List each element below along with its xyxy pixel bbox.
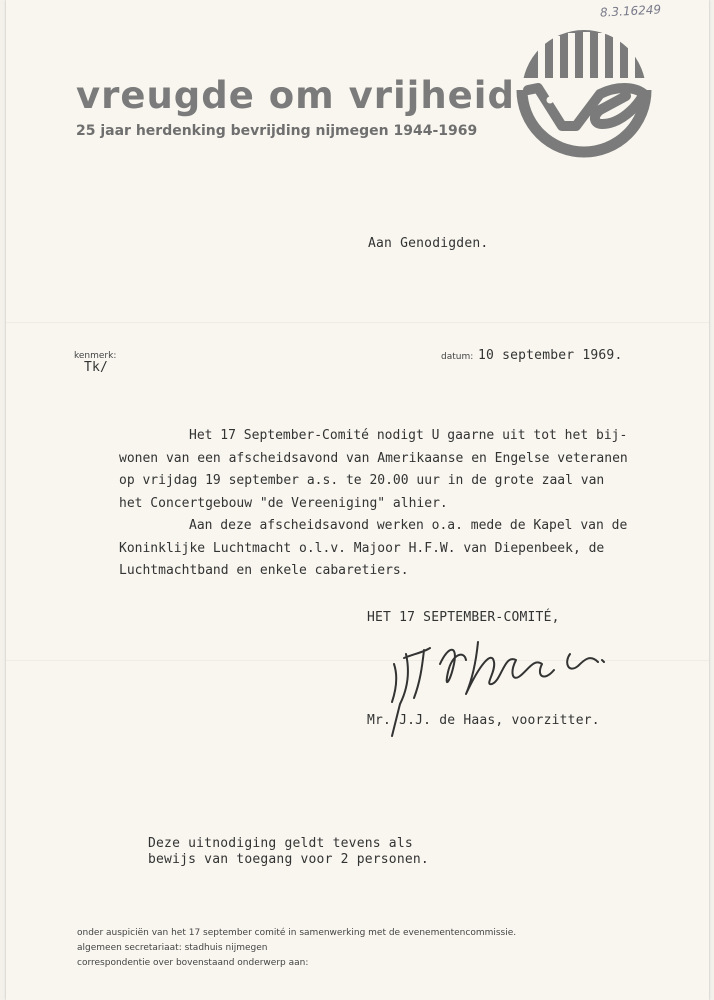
body-line: op vrijdag 19 september a.s. te 20.00 uur in de grote zaal van (119, 473, 605, 488)
body-line: Aan deze afscheidsavond werken o.a. mede de Kapel van de (189, 518, 628, 533)
admission-note-line: bewijs van toegang voor 2 personen. (148, 852, 429, 867)
admission-note-line: Deze uitnodiging geldt tevens als (148, 836, 413, 851)
letterhead-title: vreugde om vrijheid (76, 74, 515, 117)
addressee: Aan Genodigden. (368, 236, 489, 251)
reference-value: Tk/ (84, 360, 109, 375)
letter-page (6, 0, 709, 1000)
body-line: Het 17 September-Comité nodigt U gaarne uit tot het bij- (189, 428, 628, 443)
letterhead-subtitle: 25 jaar herdenking bevrijding nijmegen 1944-1969 (76, 123, 478, 139)
signatory: Mr. J.J. de Haas, voorzitter. (367, 713, 600, 728)
dove-in-circle-logo (516, 28, 652, 166)
date-value: 10 september 1969. (478, 348, 623, 363)
footer-line: algemeen secretariaat: stadhuis nijmegen (77, 943, 268, 953)
footer-line: onder auspiciën van het 17 september comité in samenwerking met de evenementencommissie. (77, 928, 517, 938)
body-line: Luchtmachtband en enkele cabaretiers. (119, 563, 409, 578)
body-line: Koninklijke Luchtmacht o.l.v. Majoor H.F.W. van Diepenbeek, de (119, 540, 605, 556)
fold-line (6, 322, 709, 323)
footer-line: correspondentie over bovenstaand onderwerp aan: (77, 958, 309, 968)
body-line: het Concertgebouw "de Vereeniging" alhier. (119, 495, 448, 511)
letter-body (119, 425, 628, 583)
archive-number: 8.3.16249 (599, 2, 662, 20)
body-line: wonen van een afscheidsavond van Amerikaanse en Engelse veteranen (119, 450, 628, 466)
date-label: datum: (441, 352, 474, 362)
reference-label: kenmerk: (74, 351, 117, 361)
committee-closing: HET 17 SEPTEMBER-COMITÉ, (367, 610, 560, 625)
